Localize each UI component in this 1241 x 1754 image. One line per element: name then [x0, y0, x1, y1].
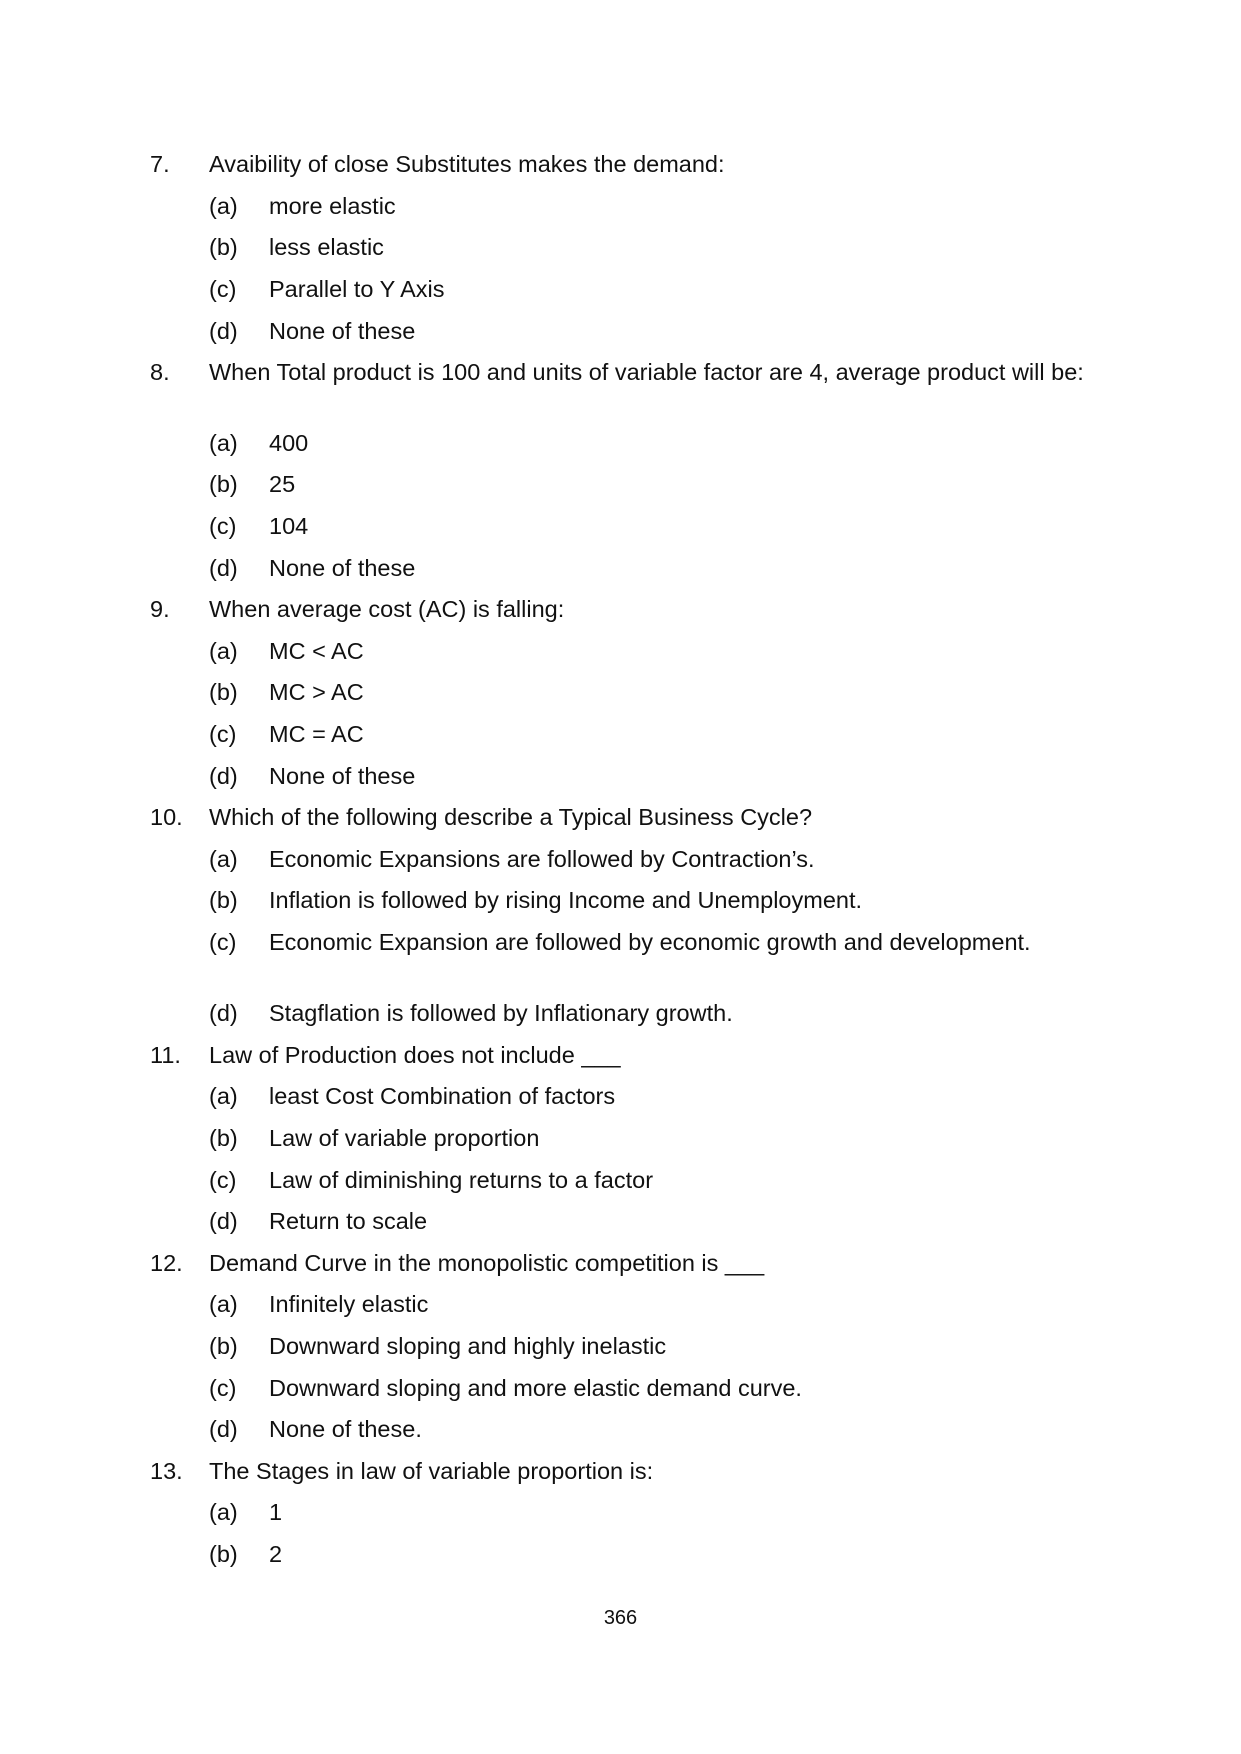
option-label: (c) — [209, 276, 237, 302]
question-text: Avaibility of close Substitutes makes the demand: — [209, 151, 725, 177]
option-text: 1 — [269, 1499, 283, 1525]
option-text: MC = AC — [269, 721, 364, 747]
option-label: (b) — [209, 887, 238, 913]
question-text: Demand Curve in the monopolistic competition is ___ — [209, 1250, 765, 1276]
option-text: 2 — [269, 1541, 283, 1567]
option-text: less elastic — [269, 234, 384, 260]
option-label: (a) — [209, 193, 238, 219]
question-number: 11. — [150, 1042, 181, 1068]
option-text: Stagflation is followed by Inflationary growth. — [269, 1000, 733, 1026]
option-text: least Cost Combination of factors — [269, 1083, 616, 1109]
option-label: (c) — [209, 513, 237, 539]
option-text: 400 — [269, 430, 309, 456]
option-label: (b) — [209, 679, 238, 705]
option-label: (c) — [209, 1375, 237, 1401]
option-text: 25 — [269, 471, 296, 497]
option-text: Parallel to Y Axis — [269, 276, 445, 302]
option-label: (b) — [209, 471, 238, 497]
option-label: (a) — [209, 1499, 238, 1525]
question-number: 8. — [150, 359, 170, 385]
question-text: When Total product is 100 and units of variable factor are 4, average product will be: — [209, 359, 1084, 385]
question-number: 12. — [150, 1250, 183, 1276]
option-text: MC < AC — [269, 638, 364, 664]
option-text: Return to scale — [269, 1208, 428, 1234]
question-number: 7. — [150, 151, 170, 177]
page-number: 366 — [603, 1607, 638, 1629]
question-text: Which of the following describe a Typical Business Cycle? — [209, 804, 813, 830]
option-label: (b) — [209, 1541, 238, 1567]
option-label: (a) — [209, 1291, 238, 1317]
option-label: (b) — [209, 1125, 238, 1151]
option-label: (b) — [209, 234, 238, 260]
option-text: MC > AC — [269, 679, 364, 705]
option-label: (d) — [209, 318, 238, 344]
option-label: (a) — [209, 638, 238, 664]
option-text: more elastic — [269, 193, 396, 219]
question-number: 9. — [150, 596, 170, 622]
question-text: When average cost (AC) is falling: — [209, 596, 565, 622]
option-text: Economic Expansion are followed by economic growth and development. — [269, 929, 1031, 955]
option-label: (d) — [209, 763, 238, 789]
option-label: (a) — [209, 1083, 238, 1109]
option-text: Infinitely elastic — [269, 1291, 429, 1317]
option-label: (a) — [209, 846, 238, 872]
question-text: Law of Production does not include ___ — [209, 1042, 621, 1068]
option-text: Inflation is followed by rising Income and Unemployment. — [269, 887, 863, 913]
option-label: (c) — [209, 721, 237, 747]
option-label: (d) — [209, 1416, 238, 1442]
option-text: Downward sloping and highly inelastic — [269, 1333, 667, 1359]
option-label: (d) — [209, 555, 238, 581]
option-text: None of these — [269, 318, 416, 344]
option-label: (b) — [209, 1333, 238, 1359]
option-text: Law of variable proportion — [269, 1125, 540, 1151]
question-text: The Stages in law of variable proportion is: — [209, 1458, 654, 1484]
option-label: (d) — [209, 1208, 238, 1234]
option-text: None of these — [269, 763, 416, 789]
question-number: 10. — [150, 804, 183, 830]
question-number: 13. — [150, 1458, 183, 1484]
option-text: None of these — [269, 555, 416, 581]
option-label: (a) — [209, 430, 238, 456]
option-label: (d) — [209, 1000, 238, 1026]
option-text: Economic Expansions are followed by Contraction’s. — [269, 846, 815, 872]
option-label: (c) — [209, 929, 237, 955]
option-text: Downward sloping and more elastic demand curve. — [269, 1375, 802, 1401]
option-text: Law of diminishing returns to a factor — [269, 1167, 654, 1193]
option-text: None of these. — [269, 1416, 422, 1442]
option-text: 104 — [269, 513, 309, 539]
option-label: (c) — [209, 1167, 237, 1193]
